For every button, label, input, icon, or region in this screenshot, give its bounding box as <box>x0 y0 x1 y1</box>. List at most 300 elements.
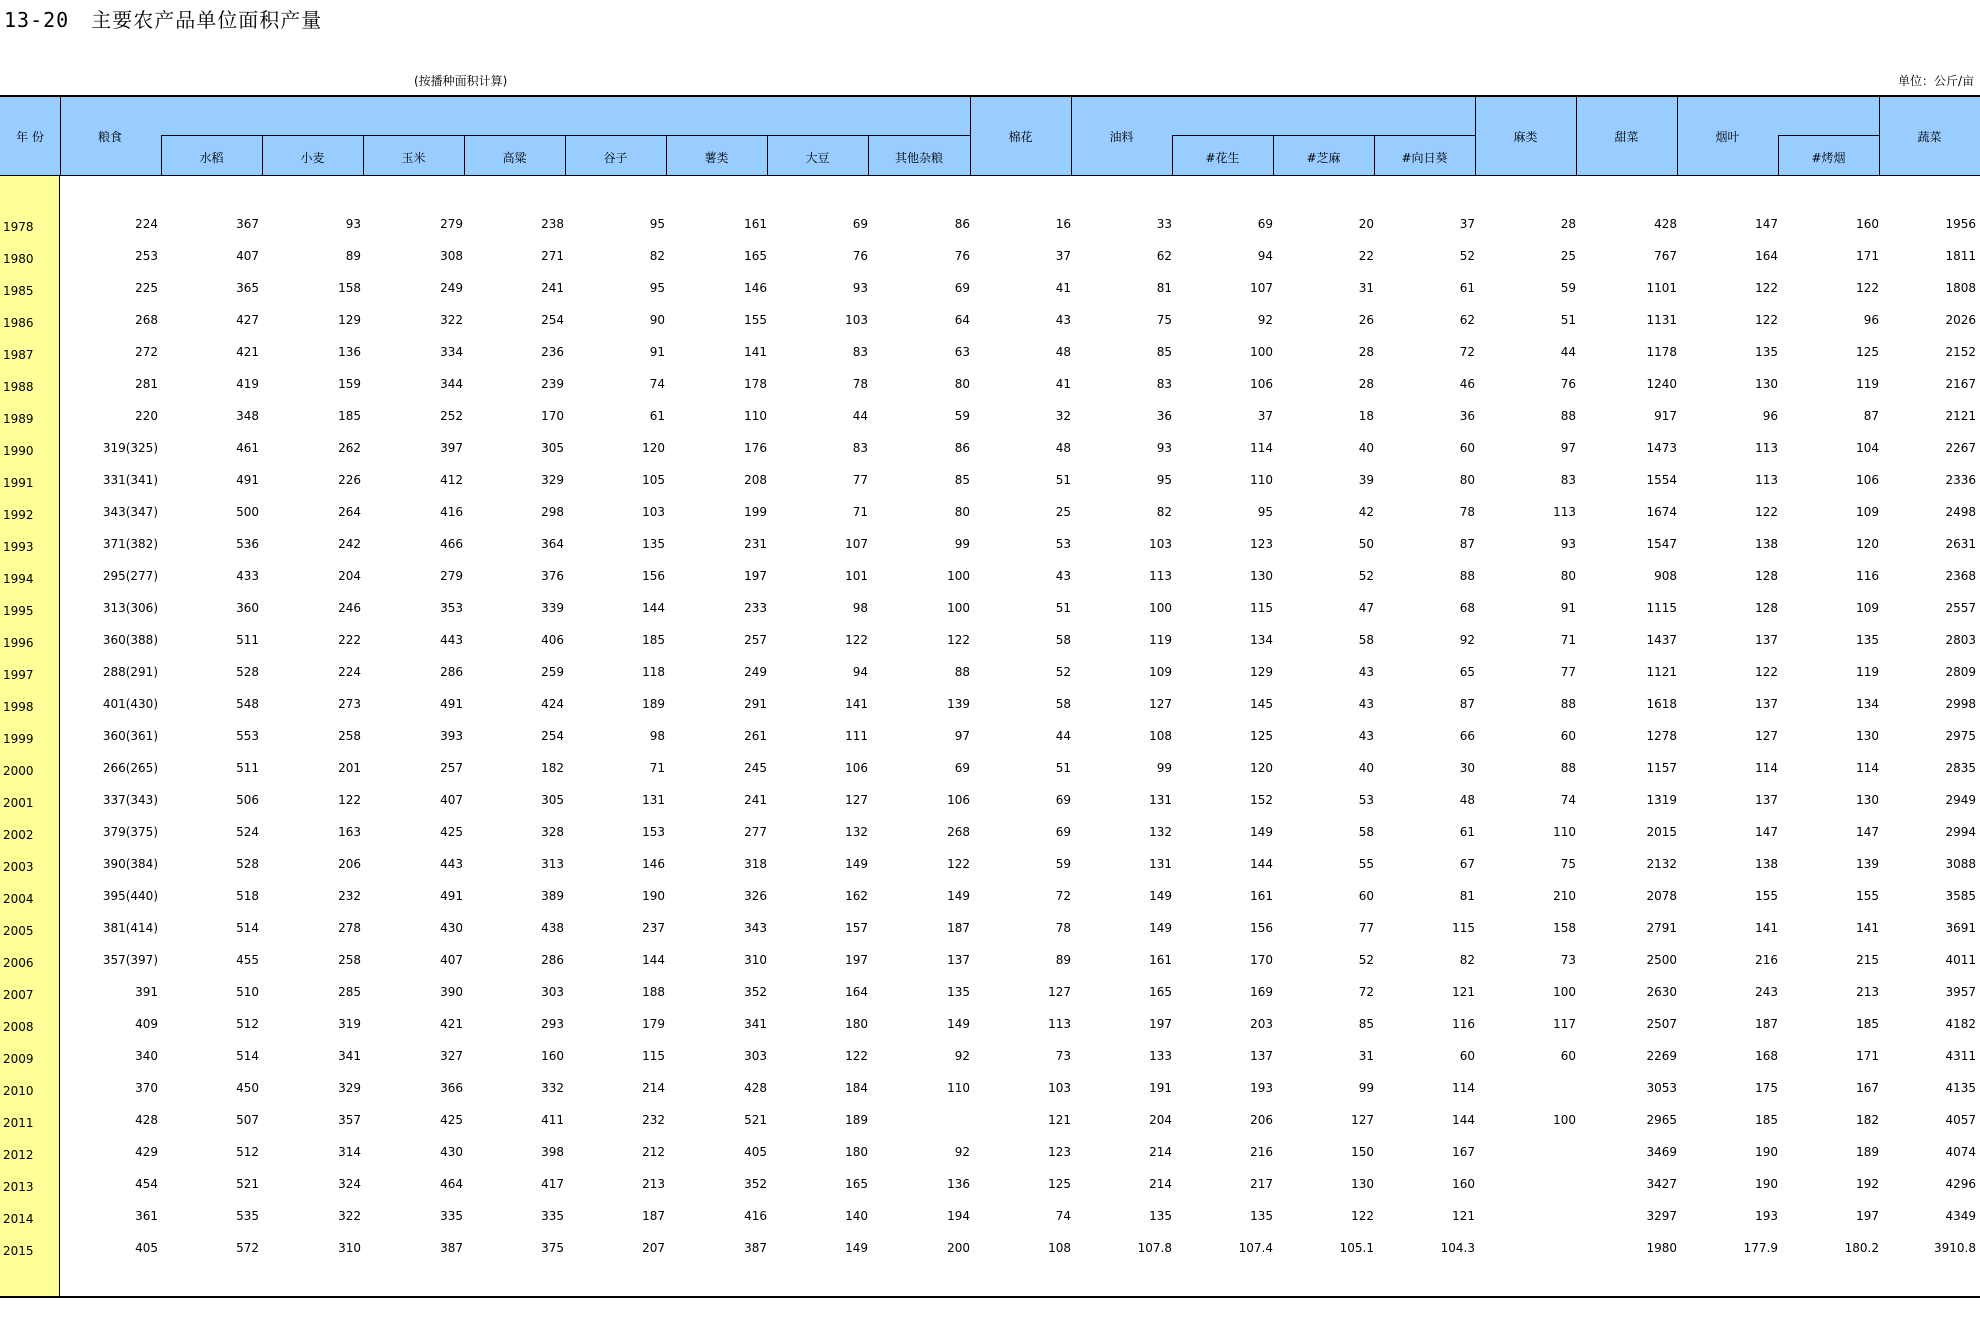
table-cell: 144 <box>642 601 665 615</box>
table-cell: 136 <box>338 345 361 359</box>
table-cell: 224 <box>135 217 158 231</box>
table-cell: 95 <box>649 281 665 295</box>
table-cell: 2631 <box>1945 537 1976 551</box>
table-cell: 60 <box>1358 889 1374 903</box>
table-cell: 51 <box>1055 601 1071 615</box>
table-cell: 113 <box>1553 505 1576 519</box>
table-cell: 110 <box>947 1081 970 1095</box>
table-cell: 279 <box>440 217 463 231</box>
table-cell: 257 <box>440 761 463 775</box>
table-cell: 130 <box>1250 569 1273 583</box>
table-cell: 122 <box>1755 665 1778 679</box>
table-cell: 62 <box>1156 249 1172 263</box>
table-row <box>0 272 1980 304</box>
table-cell: 149 <box>1149 889 1172 903</box>
table-cell: 131 <box>1149 857 1172 871</box>
table-cell: 32 <box>1055 409 1071 423</box>
table-cell: 3691 <box>1945 921 1976 935</box>
table-cell: 319(325) <box>102 441 158 455</box>
table-cell: 68 <box>1459 601 1475 615</box>
table-cell: 348 <box>236 409 259 423</box>
table-cell: 1157 <box>1646 761 1677 775</box>
table-cell: 71 <box>649 761 665 775</box>
table-row <box>0 592 1980 624</box>
header-hemp: 麻类 <box>1513 130 1538 144</box>
table-cell: 506 <box>236 793 259 807</box>
table-cell: 334 <box>440 345 463 359</box>
table-cell: 144 <box>1452 1113 1475 1127</box>
table-cell: 406 <box>541 633 564 647</box>
table-cell: 100 <box>1553 985 1576 999</box>
table-cell: 1115 <box>1646 601 1677 615</box>
table-cell: 157 <box>845 921 868 935</box>
table-cell: 130 <box>1755 377 1778 391</box>
table-cell: 58 <box>1358 825 1374 839</box>
table-cell: 155 <box>1856 889 1879 903</box>
table-cell: 324 <box>338 1177 361 1191</box>
table-cell: 193 <box>1755 1209 1778 1223</box>
table-row <box>0 880 1980 912</box>
table-cell: 314 <box>338 1145 361 1159</box>
table-cell: 291 <box>744 697 767 711</box>
table-cell: 85 <box>1156 345 1172 359</box>
table-cell: 243 <box>1755 985 1778 999</box>
table-cell: 3469 <box>1646 1145 1677 1159</box>
table-cell: 232 <box>338 889 361 903</box>
table-cell: 122 <box>845 1049 868 1063</box>
table-cell: 170 <box>541 409 564 423</box>
row-year: 1990 <box>3 444 34 458</box>
table-cell: 424 <box>541 697 564 711</box>
table-cell: 365 <box>236 281 259 295</box>
table-cell: 60 <box>1560 729 1576 743</box>
table-cell: 3910.8 <box>1934 1241 1976 1255</box>
row-year: 1993 <box>3 540 34 554</box>
table-cell: 1808 <box>1945 281 1976 295</box>
table-cell: 135 <box>642 537 665 551</box>
table-cell: 146 <box>744 281 767 295</box>
calculation-note: (按播种面积计算) <box>414 74 508 88</box>
table-cell: 2630 <box>1646 985 1677 999</box>
table-cell: 73 <box>1560 953 1576 967</box>
table-cell: 87 <box>1459 537 1475 551</box>
table-cell: 93 <box>852 281 868 295</box>
table-cell: 429 <box>135 1145 158 1159</box>
table-cell: 464 <box>440 1177 463 1191</box>
table-cell: 158 <box>338 281 361 295</box>
table-cell: 26 <box>1358 313 1374 327</box>
table-cell: 109 <box>1149 665 1172 679</box>
table-row <box>0 624 1980 656</box>
table-cell: 343 <box>744 921 767 935</box>
table-cell: 78 <box>852 377 868 391</box>
table-cell: 216 <box>1755 953 1778 967</box>
table-cell: 2803 <box>1945 633 1976 647</box>
table-cell: 25 <box>1055 505 1071 519</box>
table-cell: 335 <box>541 1209 564 1223</box>
table-cell: 53 <box>1358 793 1374 807</box>
table-cell: 428 <box>135 1113 158 1127</box>
table-cell: 2336 <box>1945 473 1976 487</box>
table-cell: 182 <box>1856 1113 1879 1127</box>
table-cell: 310 <box>744 953 767 967</box>
table-cell: 409 <box>135 1017 158 1031</box>
row-year: 2011 <box>3 1116 34 1130</box>
table-cell: 268 <box>947 825 970 839</box>
table-cell: 145 <box>1250 697 1273 711</box>
table-cell: 107.4 <box>1238 1241 1273 1255</box>
table-cell: 375 <box>541 1241 564 1255</box>
table-cell: 91 <box>1560 601 1576 615</box>
table-cell: 37 <box>1459 217 1475 231</box>
table-cell: 214 <box>1149 1177 1172 1191</box>
table-cell: 53 <box>1055 537 1071 551</box>
row-year: 2009 <box>3 1052 34 1066</box>
table-cell: 257 <box>744 633 767 647</box>
table-cell: 83 <box>852 441 868 455</box>
table-cell: 212 <box>642 1145 665 1159</box>
table-cell: 190 <box>1755 1177 1778 1191</box>
table-row <box>0 240 1980 272</box>
table-cell: 179 <box>642 1017 665 1031</box>
table-cell: 82 <box>1459 953 1475 967</box>
table-cell: 206 <box>338 857 361 871</box>
table-cell: 73 <box>1055 1049 1071 1063</box>
table-cell: 65 <box>1459 665 1475 679</box>
table-cell: 140 <box>845 1209 868 1223</box>
table-cell: 69 <box>954 761 970 775</box>
table-cell: 74 <box>649 377 665 391</box>
table-cell: 72 <box>1358 985 1374 999</box>
table-cell: 40 <box>1358 761 1374 775</box>
table-row <box>0 208 1980 240</box>
table-cell: 92 <box>1459 633 1475 647</box>
table-cell: 137 <box>947 953 970 967</box>
table-cell: 100 <box>1149 601 1172 615</box>
table-cell: 254 <box>541 313 564 327</box>
table-cell: 401(430) <box>102 697 158 711</box>
table-cell: 376 <box>541 569 564 583</box>
table-cell: 2132 <box>1646 857 1677 871</box>
table-cell: 119 <box>1856 377 1879 391</box>
table-cell: 1956 <box>1945 217 1976 231</box>
table-cell: 125 <box>1856 345 1879 359</box>
header-millet: 谷子 <box>603 151 628 165</box>
table-cell: 105 <box>642 473 665 487</box>
table-cell: 367 <box>236 217 259 231</box>
row-year: 1998 <box>3 700 34 714</box>
table-cell: 310 <box>338 1241 361 1255</box>
table-cell: 122 <box>947 857 970 871</box>
table-cell: 197 <box>1856 1209 1879 1223</box>
table-cell: 226 <box>338 473 361 487</box>
table-cell: 246 <box>338 601 361 615</box>
table-cell: 357 <box>338 1113 361 1127</box>
table-cell: 2557 <box>1945 601 1976 615</box>
table-cell: 417 <box>541 1177 564 1191</box>
table-cell: 328 <box>541 825 564 839</box>
table-cell: 59 <box>1560 281 1576 295</box>
table-cell: 108 <box>1149 729 1172 743</box>
table-cell: 115 <box>1452 921 1475 935</box>
table-cell: 416 <box>744 1209 767 1223</box>
table-cell: 536 <box>236 537 259 551</box>
table-cell: 4311 <box>1945 1049 1976 1063</box>
table-cell: 114 <box>1856 761 1879 775</box>
table-cell: 4296 <box>1945 1177 1976 1191</box>
table-cell: 430 <box>440 921 463 935</box>
header-year: 年 份 <box>16 130 44 144</box>
table-cell: 286 <box>440 665 463 679</box>
table-cell: 99 <box>954 537 970 551</box>
table-cell: 395(440) <box>102 889 158 903</box>
table-cell: 103 <box>642 505 665 519</box>
table-cell: 1319 <box>1646 793 1677 807</box>
table-cell: 190 <box>642 889 665 903</box>
table-cell: 303 <box>744 1049 767 1063</box>
table-cell: 511 <box>236 633 259 647</box>
table-cell: 329 <box>338 1081 361 1095</box>
table-cell: 1618 <box>1646 697 1677 711</box>
table-cell: 443 <box>440 633 463 647</box>
table-cell: 2791 <box>1646 921 1677 935</box>
table-cell: 156 <box>642 569 665 583</box>
table-cell: 119 <box>1856 665 1879 679</box>
table-cell: 44 <box>1560 345 1576 359</box>
table-cell: 397 <box>440 441 463 455</box>
table-cell: 332 <box>541 1081 564 1095</box>
table-cell: 144 <box>642 953 665 967</box>
table-cell: 2507 <box>1646 1017 1677 1031</box>
table-cell: 1674 <box>1646 505 1677 519</box>
table-cell: 60 <box>1560 1049 1576 1063</box>
table-cell: 92 <box>954 1145 970 1159</box>
table-cell: 189 <box>845 1113 868 1127</box>
table-cell: 767 <box>1654 249 1677 263</box>
table-cell: 171 <box>1856 249 1879 263</box>
table-cell: 3585 <box>1945 889 1976 903</box>
table-cell: 87 <box>1863 409 1879 423</box>
table-cell: 88 <box>1560 409 1576 423</box>
header-beet: 甜菜 <box>1614 130 1639 144</box>
table-cell: 187 <box>1755 1017 1778 1031</box>
table-cell: 107 <box>845 537 868 551</box>
table-cell: 3088 <box>1945 857 1976 871</box>
table-cell: 416 <box>440 505 463 519</box>
table-cell: 137 <box>1755 793 1778 807</box>
table-cell: 95 <box>1257 505 1273 519</box>
table-cell: 106 <box>1856 473 1879 487</box>
table-cell: 51 <box>1560 313 1576 327</box>
table-cell: 106 <box>1250 377 1273 391</box>
table-cell: 74 <box>1560 793 1576 807</box>
table-cell: 111 <box>845 729 868 743</box>
table-cell: 135 <box>947 985 970 999</box>
table-cell: 357(397) <box>102 953 158 967</box>
table-cell: 141 <box>744 345 767 359</box>
table-cell: 123 <box>1048 1145 1071 1159</box>
header-vegetables: 蔬菜 <box>1917 130 1942 144</box>
table-row <box>0 784 1980 816</box>
table-cell: 94 <box>1257 249 1273 263</box>
table-cell: 159 <box>338 377 361 391</box>
table-cell: 103 <box>1149 537 1172 551</box>
table-cell: 341 <box>338 1049 361 1063</box>
table-cell: 528 <box>236 665 259 679</box>
table-cell: 238 <box>541 217 564 231</box>
table-cell: 491 <box>236 473 259 487</box>
table-cell: 137 <box>1250 1049 1273 1063</box>
table-cell: 2994 <box>1945 825 1976 839</box>
table-cell: 52 <box>1358 569 1374 583</box>
table-cell: 67 <box>1459 857 1475 871</box>
table-cell: 121 <box>1048 1113 1071 1127</box>
table-cell: 118 <box>642 665 665 679</box>
table-cell: 141 <box>845 697 868 711</box>
table-cell: 60 <box>1459 441 1475 455</box>
table-cell: 83 <box>852 345 868 359</box>
table-cell: 521 <box>744 1113 767 1127</box>
table-cell: 528 <box>236 857 259 871</box>
table-cell: 242 <box>338 537 361 551</box>
table-cell: 92 <box>954 1049 970 1063</box>
table-cell: 149 <box>845 857 868 871</box>
table-row <box>0 528 1980 560</box>
table-cell: 41 <box>1055 281 1071 295</box>
table-row <box>0 1136 1980 1168</box>
table-cell: 77 <box>1560 665 1576 679</box>
table-cell: 407 <box>440 953 463 967</box>
table-cell: 252 <box>440 409 463 423</box>
table-cell: 188 <box>642 985 665 999</box>
table-cell: 455 <box>236 953 259 967</box>
table-cell: 512 <box>236 1017 259 1031</box>
table-row <box>0 1104 1980 1136</box>
table-cell: 94 <box>852 665 868 679</box>
row-year: 2000 <box>3 764 34 778</box>
table-cell: 147 <box>1755 825 1778 839</box>
table-cell: 261 <box>744 729 767 743</box>
header-tobacco: 烟叶 <box>1715 130 1740 144</box>
header-wheat: 小麦 <box>300 151 325 165</box>
table-cell: 177.9 <box>1743 1241 1778 1255</box>
table-cell: 48 <box>1459 793 1475 807</box>
table-cell: 344 <box>440 377 463 391</box>
table-cell: 1240 <box>1646 377 1677 391</box>
table-cell: 180 <box>845 1145 868 1159</box>
table-cell: 60 <box>1459 1049 1475 1063</box>
table-cell: 1131 <box>1646 313 1677 327</box>
table-cell: 144 <box>1250 857 1273 871</box>
table-cell: 66 <box>1459 729 1475 743</box>
table-cell: 466 <box>440 537 463 551</box>
table-cell: 259 <box>541 665 564 679</box>
table-row <box>0 304 1980 336</box>
table-cell: 137 <box>1755 633 1778 647</box>
table-cell: 361 <box>135 1209 158 1223</box>
table-cell: 438 <box>541 921 564 935</box>
table-cell: 187 <box>642 1209 665 1223</box>
table-cell: 71 <box>1560 633 1576 647</box>
table-cell: 1121 <box>1646 665 1677 679</box>
table-cell: 132 <box>845 825 868 839</box>
table-cell: 232 <box>642 1113 665 1127</box>
table-cell: 122 <box>845 633 868 647</box>
table-cell: 308 <box>440 249 463 263</box>
table-cell: 201 <box>338 761 361 775</box>
row-year: 1999 <box>3 732 34 746</box>
table-cell: 47 <box>1358 601 1374 615</box>
table-cell: 149 <box>845 1241 868 1255</box>
table-cell: 175 <box>1755 1081 1778 1095</box>
table-cell: 133 <box>1149 1049 1172 1063</box>
table-cell: 74 <box>1055 1209 1071 1223</box>
table-cell: 86 <box>954 441 970 455</box>
table-row <box>0 976 1980 1008</box>
table-cell: 1554 <box>1646 473 1677 487</box>
table-cell: 43 <box>1358 697 1374 711</box>
table-cell: 1547 <box>1646 537 1677 551</box>
table-cell: 2368 <box>1945 569 1976 583</box>
table-cell: 104.3 <box>1440 1241 1475 1255</box>
table-cell: 412 <box>440 473 463 487</box>
table-row <box>0 816 1980 848</box>
table-cell: 130 <box>1856 793 1879 807</box>
table-cell: 213 <box>642 1177 665 1191</box>
table-cell: 122 <box>338 793 361 807</box>
table-cell: 77 <box>1358 921 1374 935</box>
table-cell: 164 <box>845 985 868 999</box>
table-cell: 237 <box>642 921 665 935</box>
table-cell: 80 <box>954 377 970 391</box>
table-cell: 278 <box>338 921 361 935</box>
table-cell: 510 <box>236 985 259 999</box>
row-year: 1991 <box>3 476 34 490</box>
table-cell: 52 <box>1459 249 1475 263</box>
table-cell: 428 <box>744 1081 767 1095</box>
row-year: 2008 <box>3 1020 34 1034</box>
table-cell: 149 <box>1250 825 1273 839</box>
table-cell: 99 <box>1358 1081 1374 1095</box>
row-year: 1995 <box>3 604 34 618</box>
table-cell: 71 <box>852 505 868 519</box>
table-cell: 2965 <box>1646 1113 1677 1127</box>
table-title <box>4 4 322 33</box>
table-cell: 222 <box>338 633 361 647</box>
table-cell: 33 <box>1156 217 1172 231</box>
header-soybean: 大豆 <box>805 151 830 165</box>
table-cell: 249 <box>744 665 767 679</box>
table-cell: 298 <box>541 505 564 519</box>
row-year: 2012 <box>3 1148 34 1162</box>
row-year: 2010 <box>3 1084 34 1098</box>
row-year: 1986 <box>3 316 34 330</box>
table-cell: 1437 <box>1646 633 1677 647</box>
table-cell: 72 <box>1055 889 1071 903</box>
table-cell: 122 <box>947 633 970 647</box>
table-cell: 121 <box>1452 985 1475 999</box>
table-cell: 123 <box>1250 537 1273 551</box>
table-cell: 389 <box>541 889 564 903</box>
table-cell: 167 <box>1856 1081 1879 1095</box>
header-flue-tobacco: #烤烟 <box>1811 151 1846 165</box>
table-cell: 2949 <box>1945 793 1976 807</box>
row-year: 2014 <box>3 1212 34 1226</box>
table-cell: 76 <box>1560 377 1576 391</box>
table-cell: 81 <box>1156 281 1172 295</box>
table-cell: 245 <box>744 761 767 775</box>
table-cell: 917 <box>1654 409 1677 423</box>
